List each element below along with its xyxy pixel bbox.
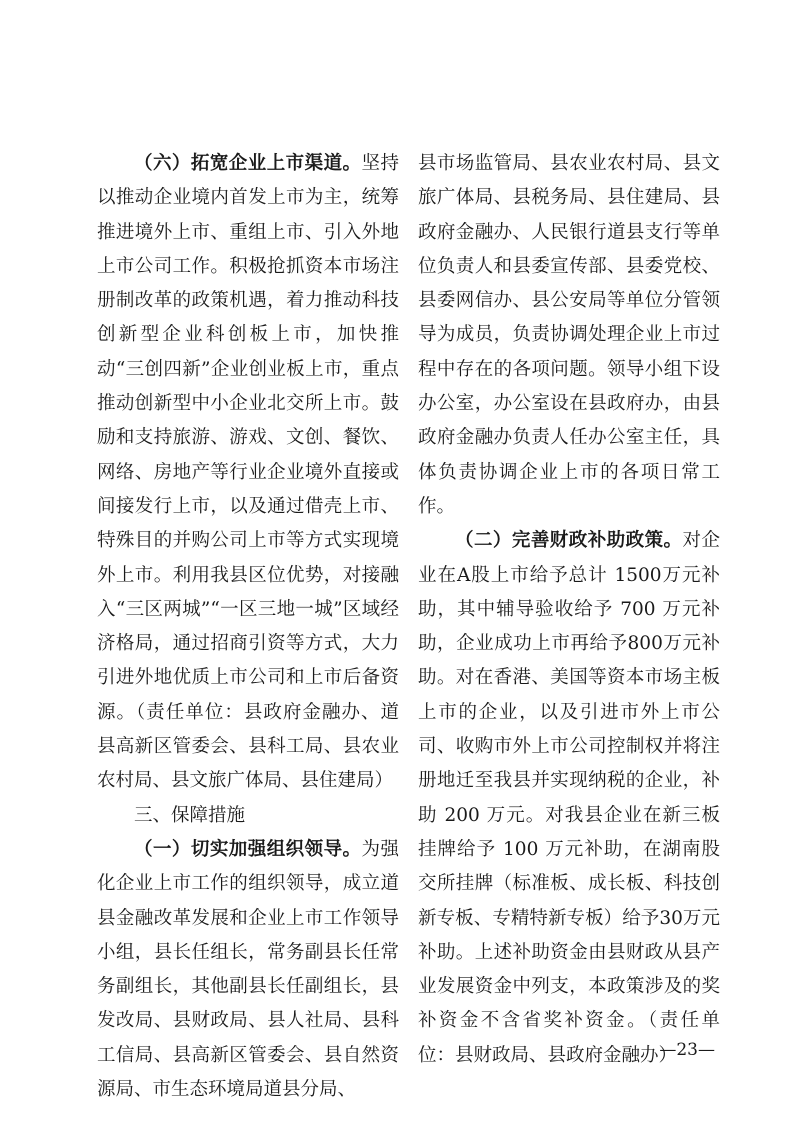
page-number: —23— [659, 1040, 715, 1060]
paragraph-body: 为强化企业上市工作的组织领导，成立道县金融改革发展和企业上市工作领导小组，县长任组长，常务副县长任常务副组长，其他副县长任副组长，县发改局、县财政局、县人社局、县科工信局、县高新区管委会、县自然资源局、市生态环境局道县分局、 [97, 838, 399, 1101]
paragraph-leadership-continued: 县市场监管局、县农业农村局、县文旅广体局、县税务局、县住建局、县政府金融办、人民银行道县支行等单位负责人和县委宣传部、县委党校、县委网信办、县公安局等单位分管领导为成员，负责协调处理企业上市过程中存在的各项问题。领导小组下设办公室，办公室设在县政府办，由县政府金融办负责人任办公室主任，具体负责协调企业上市的各项日常工作。 [418, 153, 720, 517]
paragraph-heading: （六）拓宽企业上市渠道。 [134, 153, 362, 174]
paragraph-body: 坚持以推动企业境内首发上市为主，统筹推进境外上市、重组上市、引入外地上市公司工作。积极抢抓资本市场注册制改革的政策机遇，着力推动科技创新型企业科创板上市，加快推动“三创四新”企业创业板上市，重点推动创新型中小企业北交所上市。鼓励和支持旅游、游戏、文创、餐饮、网络、房地产等行业企业境外直接或间接发行上市，以及通过借壳上市、特殊目的并购公司上市等方式实现境外上市。利用我县区位优势，对接融入“三区两城”“一区三地一城”区域经济格局，通过招商引资等方式，大力引进外地优质上市公司和上市后备资源。（责任单位：县政府金融办、道县高新区管委会、县科工局、县农业农村局、县文旅广体局、县住建局） [97, 153, 399, 792]
right-column [418, 147, 720, 1073]
paragraph-body: 对企业在A股上市给予总计 1500万元补助，其中辅导验收给予 700 万元补助，企业成功上市再给予800万元补助。对在香港、美国等资本市场主板上市的企业，以及引进市外上市公司、收购市外上市公司控制权并将注册地迁至我县并实现纳税的企业，补助 200 万元。对我县企业在新三板挂牌给予 100 万元补助，在湖南股交所挂牌（标准板、成长板、科技创新专板、专精特新专板）给予30万元补助。上述补助资金由县财政从县产业发展资金中列支，本政策涉及的奖补资金不含省奖补资金。（责任单位：县财政局、县政府金融办） [418, 530, 720, 1066]
paragraph-heading: （二）完善财政补助政策。 [455, 530, 683, 552]
paragraph-leadership [97, 833, 399, 1107]
paragraph-heading: （一）切实加强组织领导。 [134, 838, 362, 860]
paragraph-listing-channels [97, 147, 399, 799]
left-column [97, 147, 399, 1107]
paragraph-fiscal-subsidy [418, 524, 720, 1073]
section-heading: 三、保障措施 [134, 804, 246, 826]
